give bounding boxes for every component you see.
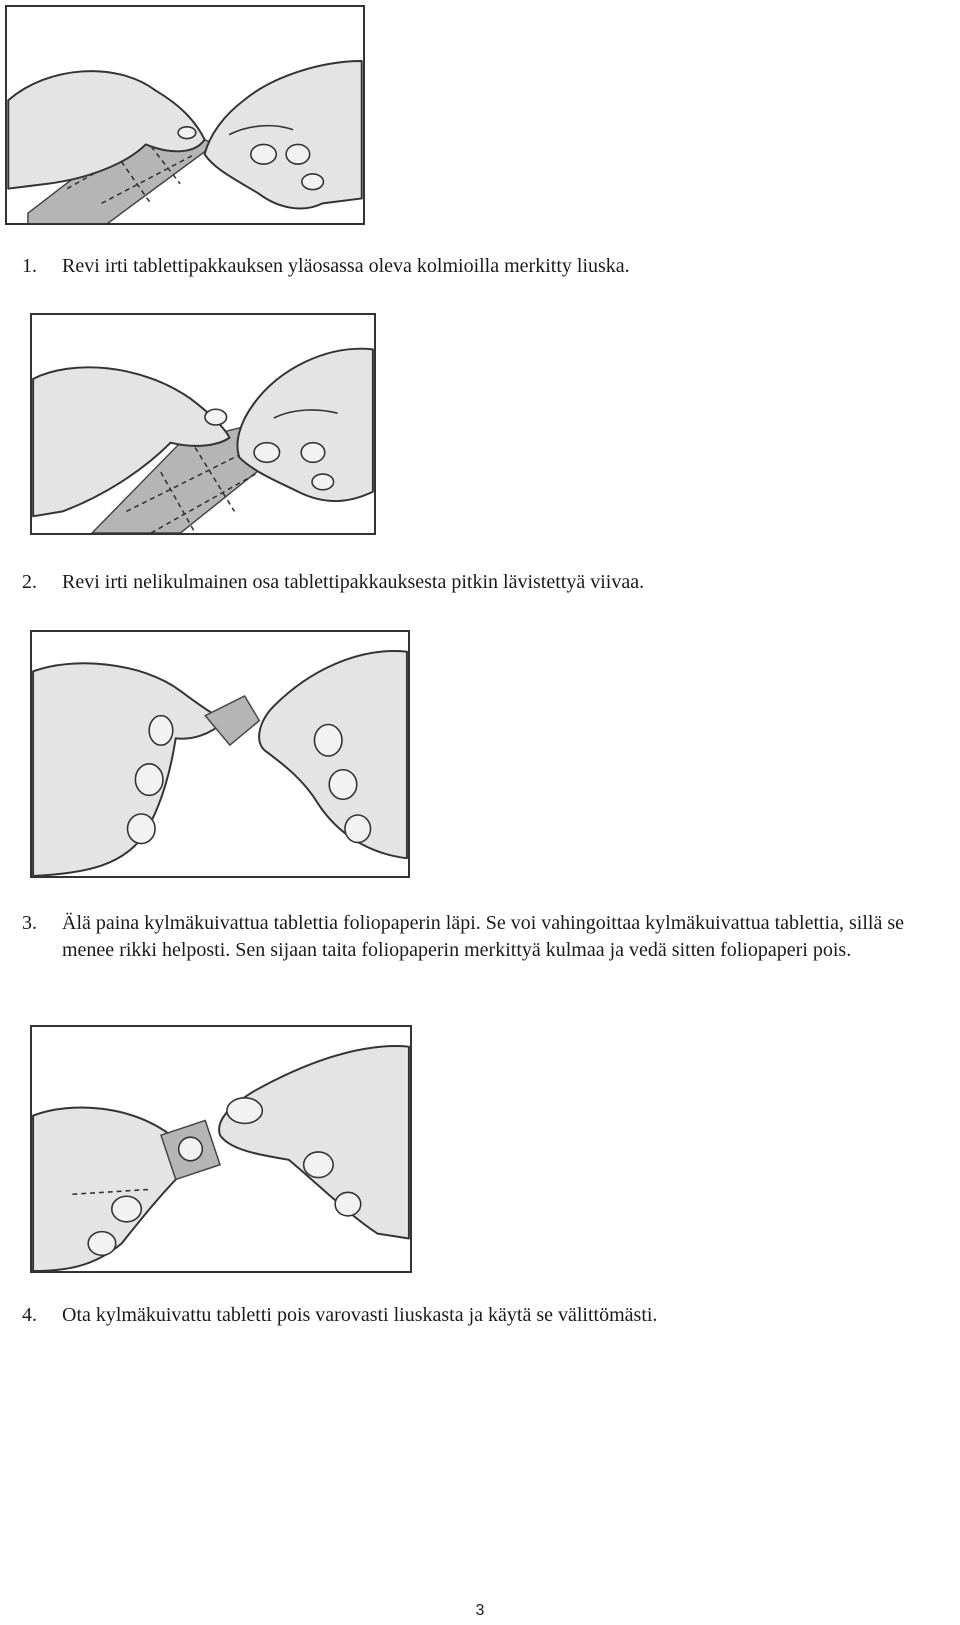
illustration-fold-foil-corner	[30, 630, 410, 878]
hands-folding-foil-drawing	[32, 632, 408, 876]
step-3	[22, 910, 942, 964]
page-number: 3	[475, 1602, 485, 1619]
illustration-tear-rectangular-section	[30, 313, 376, 535]
step-text: Älä paina kylmäkuivattua tablettia foliopaperin läpi. Se voi vahingoittaa kylmäkuivattua tablettia, sillä se menee rikki helposti. Sen sijaan taita foliopaperin merkittyä kulmaa ja vedä sitten foliopaperi pois.	[62, 912, 904, 961]
hands-tearing-strip-drawing	[7, 7, 363, 223]
step-text: Revi irti tablettipakkauksen yläosassa oleva kolmioilla merkitty liuska.	[62, 255, 630, 277]
step-number: 1.	[22, 255, 37, 277]
hands-removing-tablet-drawing	[32, 1027, 410, 1271]
step-2	[22, 569, 942, 596]
step-number: 4.	[22, 1304, 37, 1326]
illustration-tear-triangle-strip	[5, 5, 365, 225]
step-number: 2.	[22, 571, 37, 593]
step-text: Ota kylmäkuivattu tabletti pois varovasti liuskasta ja käytä se välittömästi.	[62, 1304, 658, 1326]
step-4	[22, 1302, 942, 1329]
step-number: 3.	[22, 912, 37, 934]
illustration-remove-tablet	[30, 1025, 412, 1273]
step-1	[22, 253, 942, 280]
step-text: Revi irti nelikulmainen osa tablettipakkauksesta pitkin lävistettyä viivaa.	[62, 571, 645, 593]
hands-tearing-section-drawing	[32, 315, 374, 533]
